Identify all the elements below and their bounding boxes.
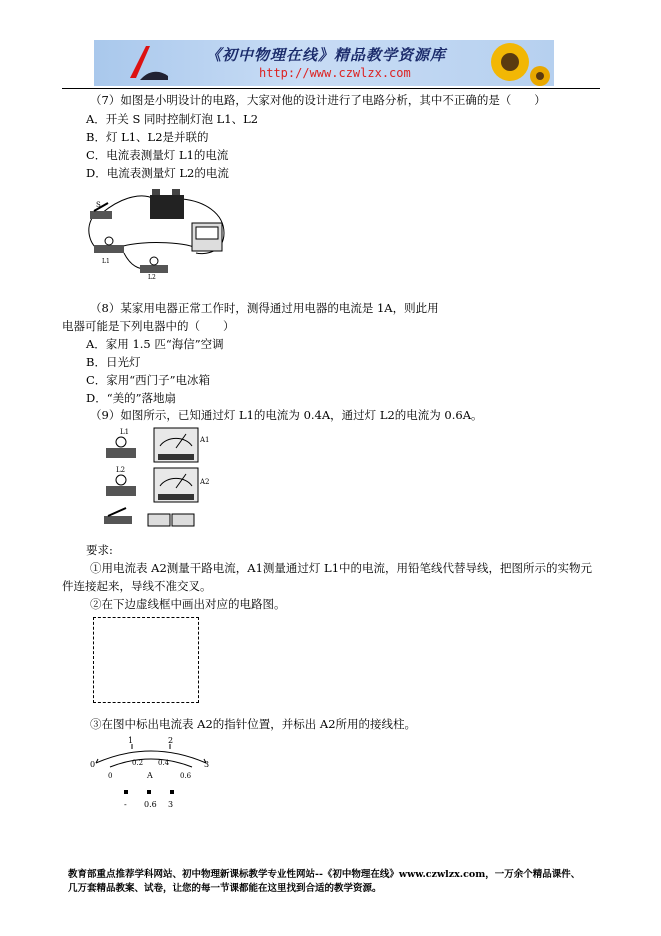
q9-meter2-icon bbox=[154, 468, 198, 502]
q9-req1-line1: ①用电流表 A2测量干路电流，A1测量通过灯 L1中的电流，用铅笔线代替导线，把图所示的实物元 bbox=[90, 561, 593, 575]
inner-tick-2: 0.4 bbox=[158, 759, 170, 767]
meter-unit: A bbox=[147, 771, 153, 780]
q9-label-l2: L2 bbox=[116, 466, 126, 474]
q9-label-l1: L1 bbox=[120, 428, 130, 436]
q8-option-d: D．“美的”落地扇 bbox=[86, 391, 176, 405]
header-banner bbox=[94, 40, 554, 86]
ammeter-scale-figure bbox=[86, 735, 216, 811]
q9-requirements-heading: 要求: bbox=[86, 543, 113, 557]
site-logo-icon bbox=[116, 40, 176, 86]
sunflower-icon bbox=[470, 40, 550, 86]
switch-icon bbox=[90, 203, 112, 219]
q9-req1-line2: 件连接起来，导线不准交叉。 bbox=[62, 579, 212, 593]
q7-option-c: C．电流表测量灯 L1的电流 bbox=[86, 148, 229, 162]
q9-req2: ②在下边虚线框中画出对应的电路图。 bbox=[90, 597, 286, 611]
lamp1-icon bbox=[94, 237, 124, 253]
outer-tick-1: 1 bbox=[128, 736, 134, 745]
lamp2-icon bbox=[140, 257, 168, 273]
site-title: 《初中物理在线》精品教学资源库 bbox=[206, 46, 447, 64]
q8-option-a: A．家用 1.5 匹“海信”空调 bbox=[86, 337, 224, 351]
q7-option-a: A．开关 S 同时控制灯泡 L1、L2 bbox=[86, 112, 259, 126]
q9-label-a2: A2 bbox=[200, 478, 210, 486]
footer-line2: 几万套精品教案、试卷，让您的每一节课都能在这里找到合适的教学资源。 bbox=[68, 883, 382, 894]
header-rule bbox=[62, 88, 600, 89]
terminal-label-3: 3 bbox=[168, 800, 174, 809]
q8-stem-line2: 电器可能是下列电器中的（ ） bbox=[62, 319, 235, 333]
terminal-label-0.6: 0.6 bbox=[144, 800, 157, 809]
inner-tick-1: 0.2 bbox=[132, 759, 144, 767]
q9-stem: （9）如图所示，已知通过灯 L1的电流为 0.4A，通过灯 L2的电流为 0.6A。 bbox=[90, 408, 483, 422]
inner-tick-0: 0 bbox=[108, 772, 113, 780]
q7-option-d: D．电流表测量灯 L2的电流 bbox=[86, 166, 229, 180]
terminal-neg bbox=[124, 790, 128, 794]
q9-battery-icon bbox=[148, 514, 194, 526]
outer-tick-3: 3 bbox=[204, 760, 210, 769]
q7-option-b: B．灯 L1、L2是并联的 bbox=[86, 130, 209, 144]
q9-components-figure bbox=[100, 424, 220, 534]
q7-label-s: S bbox=[96, 201, 101, 209]
battery-icon bbox=[150, 189, 184, 219]
q9-lamp2-icon bbox=[106, 475, 136, 496]
site-url: http://www.czwlzx.com bbox=[259, 66, 411, 80]
terminal-3 bbox=[170, 790, 174, 794]
terminal-label-neg: - bbox=[124, 800, 127, 809]
q9-lamp1-icon bbox=[106, 437, 136, 458]
q9-switch-icon bbox=[104, 508, 132, 524]
circuit-drawing-box bbox=[93, 617, 199, 703]
q7-circuit-figure bbox=[84, 183, 234, 279]
footer-line1: 教育部重点推荐学科网站、初中物理新课标教学专业性网站--《初中物理在线》www.czwlzx.com，一万余个精品课件、 bbox=[68, 869, 581, 880]
q8-stem-line1: （8）某家用电器正常工作时，测得通过用电器的电流是 1A，则此用 bbox=[90, 301, 439, 315]
q7-label-l1: L1 bbox=[102, 258, 110, 265]
terminal-0.6 bbox=[147, 790, 151, 794]
q9-meter1-icon bbox=[154, 428, 198, 462]
q9-req3: ③在图中标出电流表 A2的指针位置，并标出 A2所用的接线柱。 bbox=[90, 717, 417, 731]
ammeter-icon bbox=[192, 223, 222, 251]
outer-tick-2: 2 bbox=[168, 736, 174, 745]
q7-label-l2: L2 bbox=[148, 274, 156, 279]
q8-option-c: C．家用“西门子”电冰箱 bbox=[86, 373, 211, 387]
q8-option-b: B．日光灯 bbox=[86, 355, 141, 369]
q9-label-a1: A1 bbox=[200, 436, 210, 444]
q7-stem: （7）如图是小明设计的电路，大家对他的设计进行了电路分析，其中不正确的是（ ） bbox=[90, 93, 546, 107]
inner-tick-3: 0.6 bbox=[180, 772, 192, 780]
outer-tick-0: 0 bbox=[90, 760, 96, 769]
